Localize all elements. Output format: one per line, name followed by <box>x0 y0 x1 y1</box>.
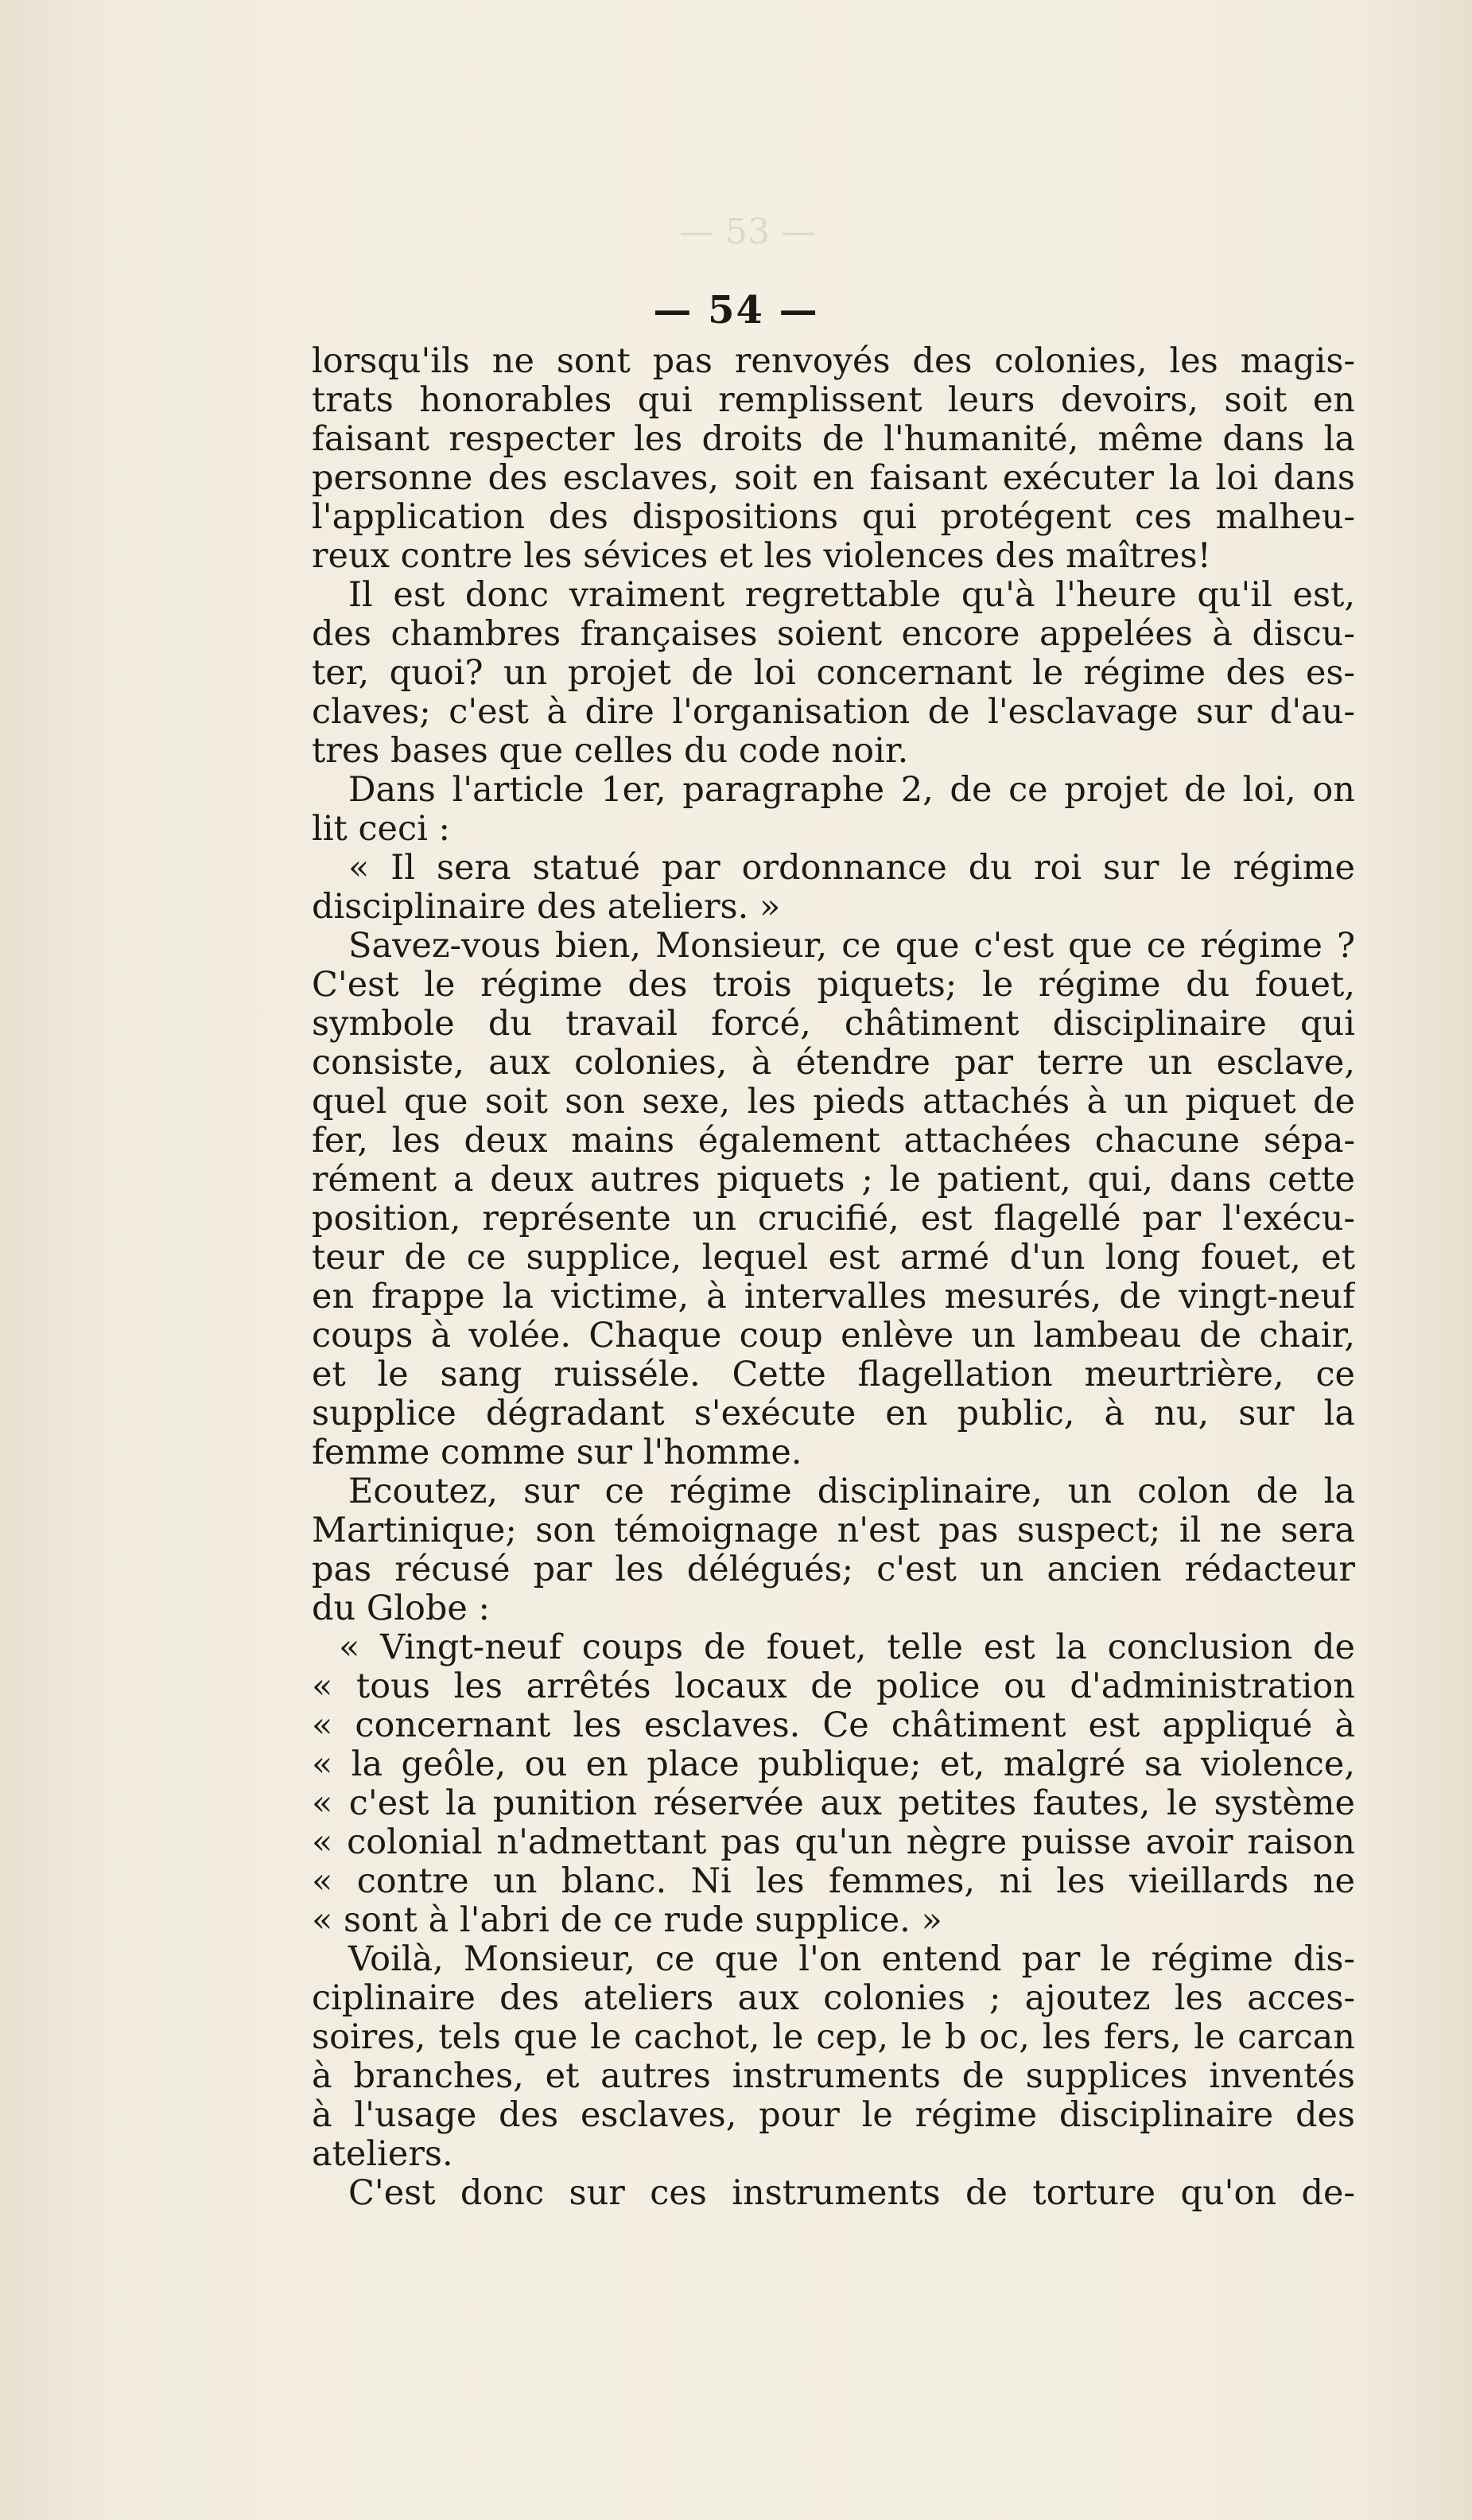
page-number: — 54 — <box>653 288 819 332</box>
body-text <box>312 342 1355 2213</box>
text-line: du Globe : <box>312 1589 491 1628</box>
text-line: reux contre les sévices et les violences des maîtres! <box>312 537 1211 576</box>
text-line: Dans l'article 1er, paragraphe 2, de ce projet de loi, on <box>348 771 1355 810</box>
text-line: lorsqu'ils ne sont pas renvoyés des colonies, les magis- <box>312 342 1355 381</box>
text-line: rément a deux autres piquets ; le patient, qui, dans cette <box>312 1161 1355 1200</box>
text-line: disciplinaire des ateliers. » <box>312 888 781 927</box>
text-line: Ecoutez, sur ce régime disciplinaire, un colon de la <box>348 1472 1355 1511</box>
text-line: « Vingt-neuf coups de fouet, telle est la conclusion de <box>339 1628 1355 1667</box>
text-line: symbole du travail forcé, châtiment disciplinaire qui <box>312 1005 1355 1044</box>
text-line: ateliers. <box>312 2135 453 2174</box>
text-line: lit ceci : <box>312 810 450 849</box>
text-line: « Il sera statué par ordonnance du roi sur le régime <box>348 849 1355 888</box>
text-line: tres bases que celles du code noir. <box>312 732 909 771</box>
text-line: teur de ce supplice, lequel est armé d'un long fouet, et <box>312 1239 1355 1278</box>
text-line: « la geôle, ou en place publique; et, malgré sa violence, <box>312 1745 1355 1784</box>
text-line: fer, les deux mains également attachées chacune sépa- <box>312 1122 1355 1161</box>
text-line: « sont à l'abri de ce rude supplice. » <box>312 1901 942 1940</box>
text-line: coups à volée. Chaque coup enlève un lambeau de chair, <box>312 1316 1355 1355</box>
text-line: Savez-vous bien, Monsieur, ce que c'est que ce régime ? <box>348 927 1355 966</box>
text-line: pas récusé par les délégués; c'est un ancien rédacteur <box>312 1550 1355 1589</box>
text-line: des chambres françaises soient encore appelées à discu- <box>312 615 1355 654</box>
text-line: trats honorables qui remplissent leurs devoirs, soit en <box>312 381 1355 420</box>
text-line: soires, tels que le cachot, le cep, le b oc, les fers, le carcan <box>312 2018 1355 2057</box>
text-line: consiste, aux colonies, à étendre par terre un esclave, <box>312 1044 1355 1083</box>
bleed-through-text: — 53 — <box>679 213 816 252</box>
text-line: Voilà, Monsieur, ce que l'on entend par le régime dis- <box>348 1940 1355 1979</box>
text-line: à branches, et autres instruments de supplices inventés <box>312 2057 1355 2096</box>
text-line: supplice dégradant s'exécute en public, à nu, sur la <box>312 1394 1355 1433</box>
text-line: personne des esclaves, soit en faisant exécuter la loi dans <box>312 459 1355 498</box>
text-line: femme comme sur l'homme. <box>312 1433 802 1472</box>
text-line: en frappe la victime, à intervalles mesurés, de vingt-neuf <box>312 1278 1355 1316</box>
text-line: et le sang ruisséle. Cette flagellation meurtrière, ce <box>312 1355 1355 1394</box>
text-line: l'application des dispositions qui protégent ces malheu- <box>312 498 1355 537</box>
text-line: ter, quoi? un projet de loi concernant le régime des es- <box>312 654 1355 693</box>
text-line: Martinique; son témoignage n'est pas suspect; il ne sera <box>312 1511 1355 1550</box>
text-line: « contre un blanc. Ni les femmes, ni les vieillards ne <box>312 1862 1355 1901</box>
text-line: ciplinaire des ateliers aux colonies ; ajoutez les acces- <box>312 1979 1355 2018</box>
text-line: C'est le régime des trois piquets; le régime du fouet, <box>312 966 1355 1005</box>
text-line: Il est donc vraiment regrettable qu'à l'heure qu'il est, <box>348 576 1355 615</box>
text-line: claves; c'est à dire l'organisation de l'esclavage sur d'au- <box>312 693 1355 732</box>
text-line: à l'usage des esclaves, pour le régime disciplinaire des <box>312 2096 1355 2135</box>
text-line: C'est donc sur ces instruments de torture qu'on de- <box>348 2174 1355 2213</box>
text-line: « colonial n'admettant pas qu'un nègre puisse avoir raison <box>312 1823 1355 1862</box>
text-line: « concernant les esclaves. Ce châtiment est appliqué à <box>312 1706 1355 1745</box>
text-line: « tous les arrêtés locaux de police ou d'administration <box>312 1667 1355 1706</box>
text-line: faisant respecter les droits de l'humanité, même dans la <box>312 420 1355 459</box>
text-line: « c'est la punition réservée aux petites fautes, le système <box>312 1784 1355 1823</box>
text-line: position, représente un crucifié, est flagellé par l'exécu- <box>312 1200 1355 1239</box>
text-line: quel que soit son sexe, les pieds attachés à un piquet de <box>312 1083 1355 1122</box>
